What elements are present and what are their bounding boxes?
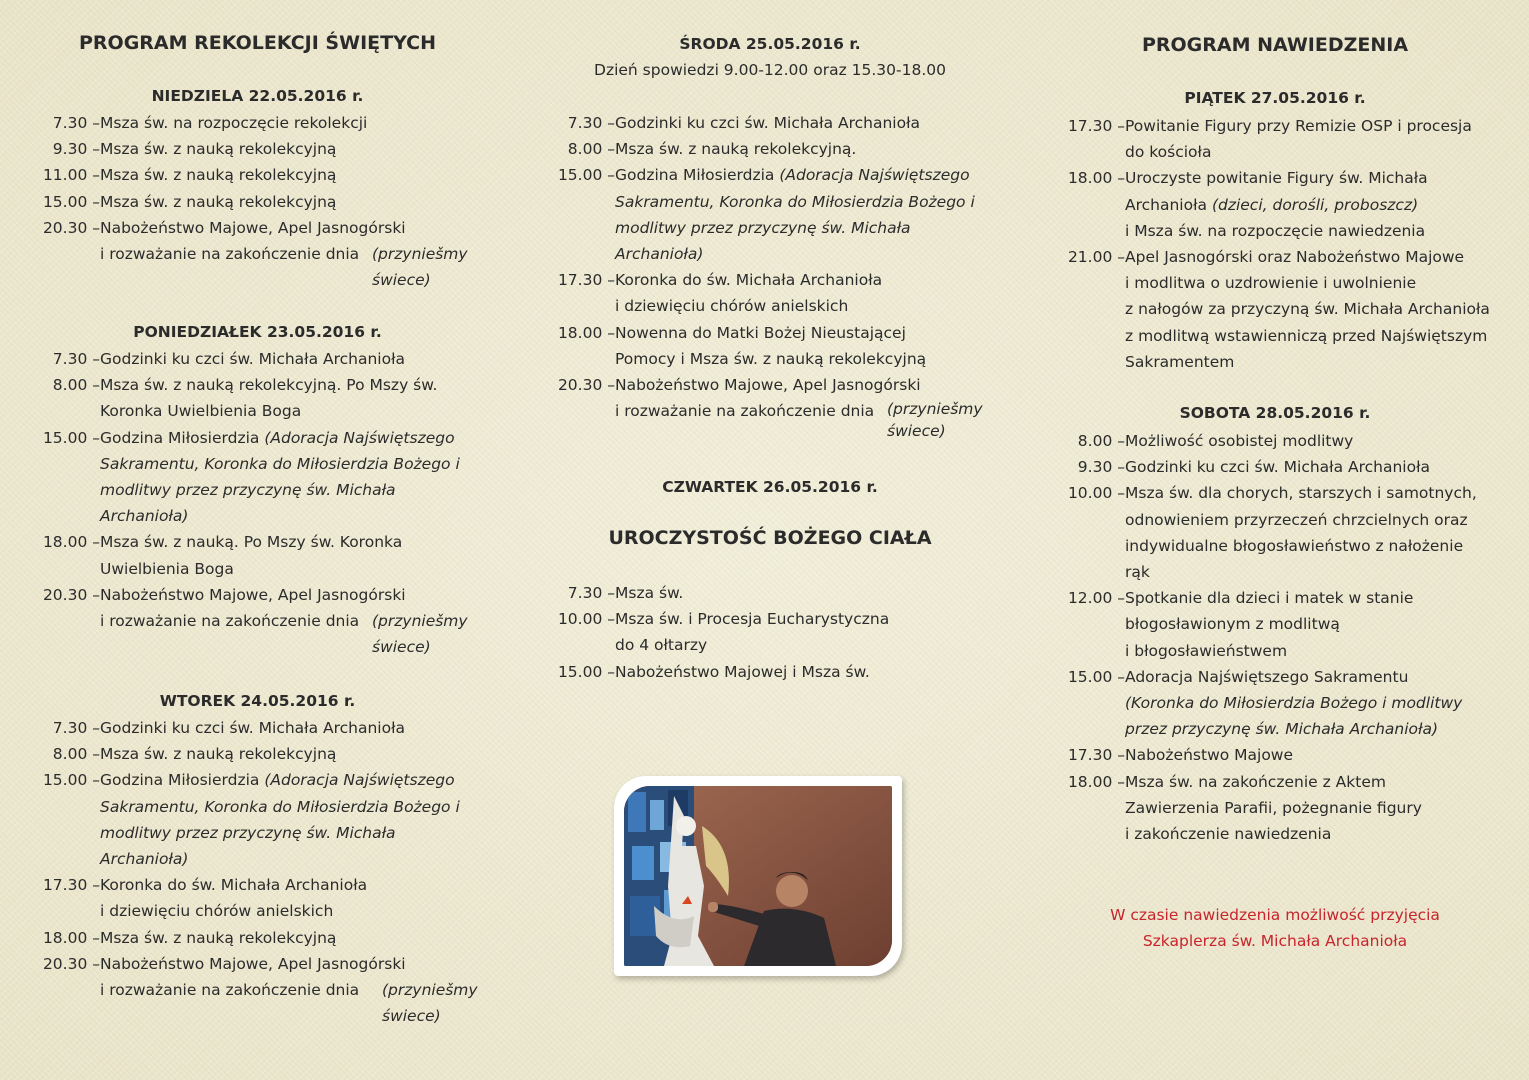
entries-poniedzialek (30, 346, 485, 660)
schedule-entry: 7.30 – Godzinki ku czci św. Michała Archanioła (567, 114, 921, 132)
entries-piatek (1055, 113, 1495, 375)
schedule-entry: 9.30 – Msza św. z nauką rekolekcyjną (52, 140, 337, 159)
schedule-entry: 11.00 – Msza św. z nauką rekolekcyjną (42, 166, 337, 185)
schedule-entry: 7.30 – Godzinki ku czci św. Michała Archanioła (52, 719, 406, 737)
schedule-entry: 18.00 – Nowenna do Matki Bożej Nieustającej Pomocy i Msza św. z nauką rekolekcyjną (557, 323, 927, 368)
schedule-entry: 9.30 – Godzinki ku czci św. Michała Archanioła (1077, 458, 1431, 477)
schedule-entry: 7.30 – Msza św. na rozpoczęcie rekolekcji (52, 114, 368, 132)
day-heading-sobota: SOBOTA 28.05.2016 r. (1179, 404, 1371, 422)
program-rekolekcji-title: PROGRAM REKOLEKCJI ŚWIĘTYCH (78, 32, 437, 54)
schedule-entry: 8.00 – Msza św. z nauką rekolekcyjną. (567, 140, 857, 159)
schedule-entry: 18.00 – Msza św. z nauką. Po Mszy św. Koronka Uwielbienia Boga (42, 533, 403, 578)
day-heading-niedziela: NIEDZIELA 22.05.2016 r. (151, 87, 364, 105)
entries-sobota (1055, 428, 1495, 847)
schedule-entry: 10.00 – Msza św. dla chorych, starszych i samotnych, odnowieniem przyrzeczeń chrzcielnych oraz indywidualne błogosławieństwo z nałożenie rąk (1067, 484, 1477, 582)
schedule-entry: 20.30 – Nabożeństwo Majowe, Apel Jasnogórski i rozważanie na zakończenie dnia (przyniešmy świece) (557, 376, 983, 441)
schedule-entry: 18.00 – Uroczyste powitanie Figury św. Michała Archanioła (dzieci, dorośli, proboszcz) i Msza św. na rozpoczęcie nawiedzenia (1067, 169, 1428, 240)
day-heading-czwartek: CZWARTEK 26.05.2016 r. (662, 478, 878, 496)
schedule-entry: 8.00 – Msza św. z nauką rekolekcyjną (52, 745, 337, 764)
confession-hours: Dzień spowiedzi 9.00-12.00 oraz 15.30-18.00 (594, 61, 946, 79)
schedule-entry: 17.30 – Koronka do św. Michała Archanioła i dziewięciu chórów anielskich (42, 876, 368, 921)
schedule-entry: 8.00 – Msza św. z nauką rekolekcyjną. Po Mszy św. Koronka Uwielbienia Boga (52, 376, 438, 421)
schedule-entry: 15.00 – Godzina Miłosierdzia (Adoracja Najświętszego Sakramentu, Koronka do Miłosierdzia Bożego i modlitwy przez przyczynę św. Michała Archanioła) (557, 166, 975, 264)
schedule-entry: 17.30 – Koronka do św. Michała Archanioła i dziewięciu chórów anielskich (557, 271, 883, 316)
schedule-entry: 15.00 – Msza św. z nauką rekolekcyjną (42, 192, 337, 211)
photo-frame (614, 776, 902, 976)
entries-niedziela (30, 110, 485, 293)
schedule-entry: 15.00 – Adoracja Najświętszego Sakramentu (Koronka do Miłosierdzia Bożego i modlitwy przez przyczynę św. Michała Archanioła) (1067, 667, 1463, 739)
statue-photo (624, 786, 892, 966)
schedule-entry: 7.30 – Godzinki ku czci św. Michała Archanioła (52, 350, 406, 368)
day-heading-poniedzialek: PONIEDZIAŁEK 23.05.2016 r. (133, 323, 382, 341)
schedule-entry: 18.00 – Msza św. z nauką rekolekcyjną (42, 928, 337, 947)
schedule-entry: 20.30 – Nabożeństwo Majowe, Apel Jasnogórski i rozważanie na zakończenie dnia (przyniešmy świece) (42, 954, 478, 1026)
boze-cialo-title: UROCZYSTOŚĆ BOŻEGO CIAŁA (608, 527, 932, 549)
entries-sroda (545, 110, 995, 442)
schedule-entry: 15.00 – Godzina Miłosierdzia (Adoracja Najświętszego Sakramentu, Koronka do Miłosierdzia Bożego i modlitwy przez przyczynę św. Michała Archanioła) (42, 428, 460, 526)
schedule-entry: 20.30 – Nabożeństwo Majowe, Apel Jasnogórski i rozważanie na zakończenie dnia (przyniešmy świece) (42, 218, 468, 290)
schedule-entry: 15.00 – Nabożeństwo Majowej i Msza św. (557, 662, 870, 681)
program-nawiedzenia-title: PROGRAM NAWIEDZENIA (1141, 34, 1409, 56)
statue-of-st-michael-illustration (624, 786, 892, 966)
schedule-entry: 18.00 – Msza św. na zakończenie z Aktem Zawierzenia Parafii, pożegnanie figury i zakończenie nawiedzenia (1067, 772, 1422, 844)
schedule-entry: 10.00 – Msza św. i Procesja Eucharystyczna do 4 ołtarzy (557, 610, 890, 655)
day-heading-piatek: PIĄTEK 27.05.2016 r. (1184, 89, 1366, 107)
entries-czwartek (545, 580, 995, 685)
schedule-entry: 8.00 – Możliwość osobistej modlitwy (1077, 432, 1354, 450)
schedule-entry: 12.00 – Spotkanie dla dzieci i matek w stanie błogosławionym z modlitwą i błogosławieństwem (1067, 589, 1414, 660)
entries-wtorek (30, 715, 485, 1029)
schedule-entry: 21.00 – Apel Jasnogórski oraz Nabożeństwo Majowe i modlitwa o uzdrowienie i uwolnienie z nałogów za przyczyną św. Michała Archanioła z modlitwą wstawienniczą przed Najświętszym Sakramentem (1067, 248, 1490, 371)
schedule-entry: 15.00 – Godzina Miłosierdzia (Adoracja Najświętszego Sakramentu, Koronka do Miłosierdzia Bożego i modlitwy przez przyczynę św. Michała Archanioła) (42, 771, 460, 869)
day-heading-wtorek: WTOREK 24.05.2016 r. (159, 692, 356, 710)
scapular-note: W czasie nawiedzenia możliwość przyjęcia Szkaplerza św. Michała Archanioła (1110, 906, 1440, 950)
day-heading-sroda: ŚRODA 25.05.2016 r. (679, 35, 861, 53)
schedule-entry: 17.30 – Nabożeństwo Majowe (1067, 746, 1294, 765)
schedule-entry: 7.30 – Msza św. (567, 584, 684, 602)
schedule-entry: 17.30 – Powitanie Figury przy Remizie OSP i procesja do kościoła (1067, 117, 1472, 162)
schedule-entry: 20.30 – Nabożeństwo Majowe, Apel Jasnogórski i rozważanie na zakończenie dnia (przyniešmy świece) (42, 585, 468, 657)
